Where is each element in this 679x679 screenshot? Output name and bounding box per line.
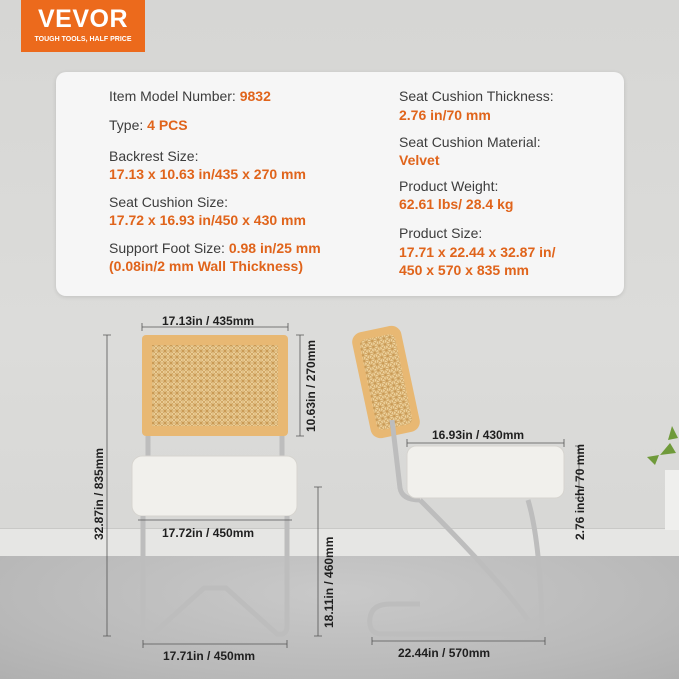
spec-label: Item Model Number:	[109, 88, 240, 104]
chair-side-view	[350, 324, 564, 634]
plant-decoration	[647, 426, 679, 530]
brand-name: VEVOR	[37, 5, 129, 33]
spec-wall-thickness: (0.08in/2 mm Wall Thickness)	[109, 258, 303, 274]
spec-weight-value: 62.61 lbs/ 28.4 kg	[399, 196, 514, 212]
front-backrest-cane	[152, 345, 278, 426]
dim-total-depth: 22.44in / 570mm	[398, 646, 491, 660]
dim-total-height: 32.87in / 835mm	[92, 447, 106, 540]
dim-base-width: 17.71in / 450mm	[163, 649, 256, 663]
spec-seat-size-label: Seat Cushion Size:	[109, 194, 229, 210]
chair-front-view	[132, 335, 297, 634]
spec-label: Type:	[109, 117, 148, 133]
dim-seat-height: 18.11in / 460mm	[322, 536, 336, 628]
dim-seat-depth: 16.93in / 430mm	[432, 428, 525, 442]
spec-backrest-label: Backrest Size:	[109, 148, 199, 164]
side-seat-cushion	[407, 446, 564, 498]
spec-product-size-value: 17.71 x 22.44 x 32.87 in/	[399, 244, 556, 260]
spec-product-size-value-mm: 450 x 570 x 835 mm	[399, 262, 529, 278]
spec-value: 4 PCS	[147, 117, 188, 133]
dim-seat-width: 17.72in / 450mm	[162, 526, 255, 540]
spec-value: 0.98 in/25 mm	[228, 240, 321, 256]
front-seat-cushion	[132, 456, 297, 516]
spec-label: Support Foot Size:	[109, 240, 229, 256]
spec-cushion-thickness-label: Seat Cushion Thickness:	[399, 88, 554, 104]
spec-cushion-material-label: Seat Cushion Material:	[399, 134, 541, 150]
spec-seat-size-value: 17.72 x 16.93 in/450 x 430 mm	[109, 212, 306, 228]
spec-backrest-value: 17.13 x 10.63 in/435 x 270 mm	[109, 166, 306, 182]
dim-backrest-width: 17.13in / 435mm	[162, 314, 255, 328]
dim-backrest-height: 10.63in / 270mm	[304, 339, 318, 432]
brand-tagline: TOUGH TOOLS, HALF PRICE	[34, 36, 132, 43]
spec-weight-label: Product Weight:	[399, 178, 499, 194]
spec-cushion-thickness-value: 2.76 in/70 mm	[399, 107, 491, 123]
spec-product-size-label: Product Size:	[399, 225, 483, 241]
spec-cushion-material-value: Velvet	[399, 152, 440, 168]
spec-value: 9832	[239, 88, 271, 104]
dim-cushion-thickness: 2.76 inch/ 70 mm	[573, 443, 587, 540]
side-chrome-base	[370, 500, 542, 634]
